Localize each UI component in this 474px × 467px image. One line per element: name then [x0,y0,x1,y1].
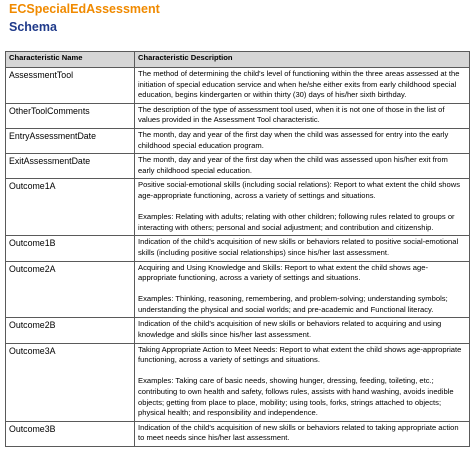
characteristic-description-cell [135,261,470,318]
characteristic-description-cell [135,103,470,128]
description-paragraph: Examples: Relating with adults; relating with other children; following rules related to groups or interacting with others; personal and social adjustment; and contribution and citizenship. [138,212,455,232]
characteristic-name-cell: AssessmentTool [6,68,135,104]
description-paragraph: The month, day and year of the first day when the child was assessed for entry into the early childhood special education program. [138,129,449,150]
characteristic-name-cell: OtherToolComments [6,103,135,128]
characteristic-name-cell: Outcome1A [6,179,135,236]
table-row [6,154,470,179]
table-row [6,343,470,421]
description-paragraph: Indication of the child's acquisition of new skills or behaviors related to positive social-emotional skills (including positive social relationships) since his/her last assessment. [138,237,459,257]
table-row [6,179,470,236]
description-paragraph: Indication of the child's acquisition of new skills or behaviors related to acquiring and using knowledge and skills since his/her last assessment. [138,319,442,340]
table-row [6,103,470,128]
table-row [6,128,470,153]
characteristic-description-cell [135,318,470,343]
characteristic-description-cell [135,236,470,261]
characteristic-description-cell [135,421,470,446]
description-paragraph: Indication of the child's acquisition of new skills or behaviors related to taking appropriate action to meet needs since his/her last assessment. [138,422,459,443]
characteristic-description-cell [135,154,470,179]
description-paragraph: The method of determining the child's level of functioning within the three areas assessed at the initiation of special education service and when he/she either exits from early childhood special education, begins kindergarten or within thirty (30) days of his/her sixth birthday. [138,69,460,100]
characteristic-description-cell [135,179,470,236]
description-paragraph: The description of the type of assessment tool used, when it is not one of those in the list of values provided in the Assessment Tool characteristic. [138,104,445,125]
characteristic-name-cell: Outcome2A [6,261,135,318]
table-row [6,68,470,104]
characteristic-name-cell: ExitAssessmentDate [6,154,135,179]
table-body [6,68,470,447]
description-paragraph: Examples: Taking care of basic needs, showing hunger, dressing, feeding, toileting, etc.; contributing to own health and safety, follows rules, assists with hand washing, avoids inedible objects; getting from place to place, mobility; using tools, forks, strings attached to objects; physical health; and responsibility and independence. [138,376,454,418]
table-row [6,236,470,261]
characteristic-name-cell: Outcome1B [6,236,135,261]
characteristic-name-cell: Outcome3A [6,343,135,421]
header-characteristic-description: Characteristic Description [135,52,470,68]
table-row [6,318,470,343]
document-subtitle: Schema [9,20,57,34]
description-paragraph: The month, day and year of the first day when the child was assessed upon his/her exit from early childhood special education. [138,155,448,175]
characteristic-description-cell [135,68,470,104]
description-paragraph: Examples: Thinking, reasoning, remembering, and problem-solving; understanding symbols; understanding the physical and social worlds; and pre-academic and Functional literacy. [138,294,448,314]
header-characteristic-name: Characteristic Name [6,52,135,68]
table-row [6,421,470,446]
description-paragraph: Positive social-emotional skills (including social relations): Report to what extent the child shows age-appropriate functioning, across a variety of settings and situations. [138,180,461,200]
table-row [6,261,470,318]
schema-table [5,51,470,447]
description-paragraph: Taking Appropriate Action to Meet Needs: Report to what extent the child shows age-appropriate functioning, across a variety of settings and situations. [138,344,462,365]
description-paragraph: Acquiring and Using Knowledge and Skills: Report to what extent the child shows age-appropriate functioning, across a variety of settings and situations. [138,262,428,283]
document-title: ECSpecialEdAssessment [9,2,160,16]
characteristic-name-cell: Outcome2B [6,318,135,343]
characteristic-description-cell [135,343,470,421]
characteristic-description-cell [135,128,470,153]
characteristic-name-cell: Outcome3B [6,421,135,446]
characteristic-name-cell: EntryAssessmentDate [6,128,135,153]
table-header-row [6,52,470,68]
